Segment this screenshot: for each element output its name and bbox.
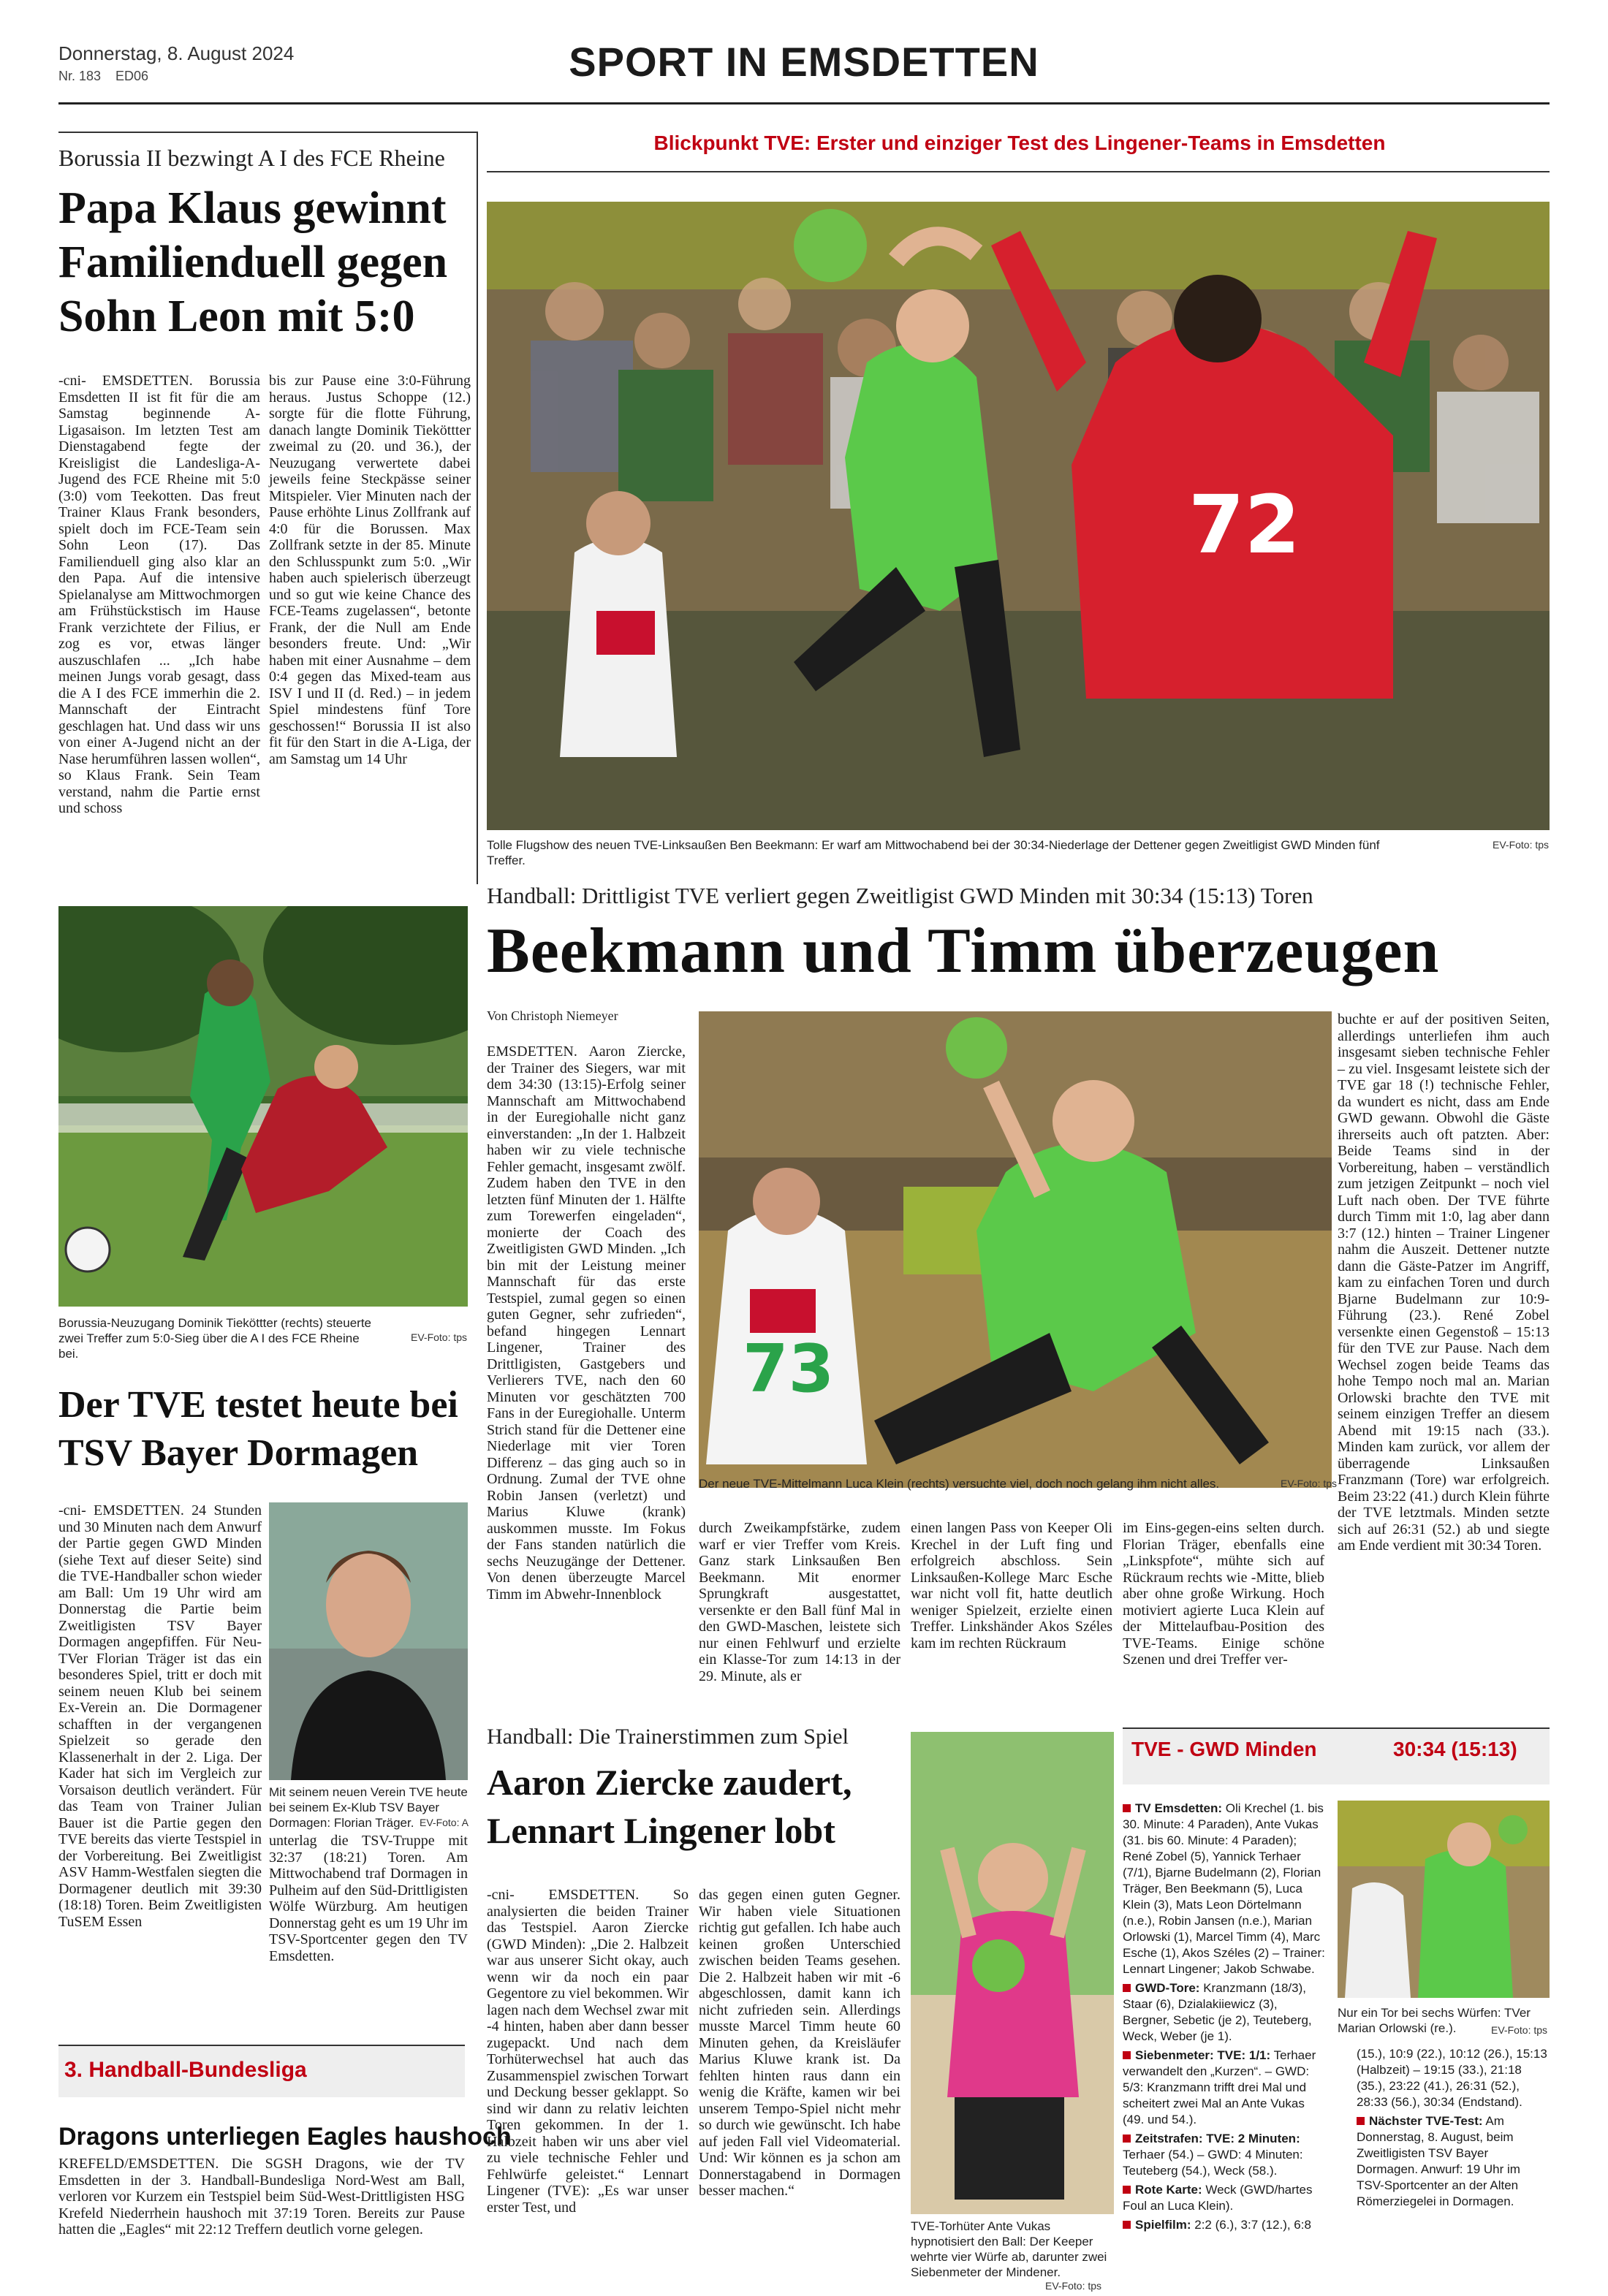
scorebox-photo-credit: EV-Foto: tps: [1491, 2024, 1548, 2036]
photo-goalkeeper: [911, 1732, 1114, 2214]
borussia-text-col1: -cni- EMSDETTEN. Borussia Emsdetten II ist fit für die am Samstag beginnende A-Ligasaison. Im letzten Test am Dienstagabend fegte der Kreisligist die Landesliga-A-Jugend des FCE Rheine mit 5:0 (3:0) vom Teekotten. Das freut Trainer Klaus Frank besonders, spielt doch im FCE-Team sein Sohn Leon (17). Das Familienduell ging also klar an den Papa. Auf die intensive Spielanalyse am Mittwochmorgen am Frühstückstisch im Hause Frank verzichtete der Filius, er zog es vor, etwas länger auszuschlafen ... „Ich habe meinen Jungs vorab gesagt, dass die A I des FCE immerhin die 2. Mannschaft der Eintracht geschlagen hat. Und dass wir uns von einer A-Jugend nicht an der Nase herumführen lassen wollen“, so Klaus Frank. Sein Team verstand, nahm die Partie ernst und schoss: [58, 373, 260, 816]
stat-item: Zeitstrafen: TVE: 2 Minuten: Terhaer (54.) – GWD: 4 Minuten: Teuteberg (54.), Weck (58.).: [1123, 2132, 1303, 2178]
bundesliga-banner-label: 3. Handball-Bundesliga: [64, 2058, 307, 2082]
photo-handball-shot: [699, 1011, 1332, 1488]
scorebox-lineups: [1123, 1801, 1327, 2233]
issue-number: Nr. 183 ED06: [58, 69, 149, 83]
main-text-col4: im Eins-gegen-eins selten durch. Florian Träger, ebenfalls eine „Linkspfote“, mühte sich auf Rückraum rechts wie -Mitte, blieb aber ohne große Wirkung. Hoch motiviert agierte Luca Klein auf der Mittelaufbau-Position des TVE-Teams. Einige schöne Szenen und drei Treffer ver-: [1123, 1520, 1324, 1668]
issue-date: Donnerstag, 8. August 2024: [58, 42, 295, 64]
trainer-text-col2: das gegen einen guten Gegner. Wir haben viele Situationen richtig gut gefallen. Ich habe auch keinen großen Unterschied zwischen beiden Teams gesehen. Die 2. Halbzeit haben wir mit -6 abgeschlossen, damit kann ich nicht zufrieden sein. Allerdings musste Marcel Timm heute 60 Minuten gehen, da Kreisläufer Marius Kluwe krank ist. Da fehlten hinten raus dann ein wenig die Kräfte, kamen wir bei unserem Tempo-Spiel nicht mehr so durch wie gewünscht. Ich habe auf jeden Fall viel Videomaterial. Und: Wir können es ja schon am Donnerstagabend in Dormagen besser machen.“: [699, 1887, 900, 2199]
trainer-photo-credit: EV-Foto: tps: [1045, 2280, 1102, 2292]
stat-item: Spielfilm: 2:2 (6.), 3:7 (12.), 6:8: [1123, 2217, 1327, 2233]
main-text-col1: EMSDETTEN. Aaron Ziercke, der Trainer des Siegers, war mit dem 34:30 (13:15)-Erfolg seiner Mannschaft am Mittwochabend in der Euregiohalle nicht ganz einverstanden: „In der 1. Halbzeit haben wir zu viele technische Fehler gemacht, insgesamt zwölf. Zudem haben den TVE in den letzten fünf Minuten der 1. Hälfte zum Torewerfen eingeladen“, monierte der Coach des Zweitligisten GWD Minden. „Ich bin mit der Leistung meiner Mannschaft für das erste Testspiel, zumal gegen so einen guten Gegner, sehr zufrieden“, befand hingegen Lennart Lingener, Trainer des Drittligisten, Gastgebers und Verlierers TVE, nach den 60 Minuten vor geschätzten 700 Fans in der Euregiohalle. Unterm Strich stand für die Dettener eine Niederlage mit vier Toren Differenz – das ging auch so in Ordnung. Zumal der TVE ohne Robin Jansen (verletzt) und Marius Kluwe (krank) auskommen musste. Im Fokus der Fans standen natürlich die sechs Neuzugänge der Dettener. Von denen überzeugte Marcel Timm im Abwehr-Innenblock: [487, 1044, 686, 1603]
main-photo-caption: Der neue TVE-Mittelmann Luca Klein (rechts) versuchte viel, doch noch gelang ihm nicht alles.: [699, 1477, 1220, 1491]
bundesliga-headline: Dragons unterliegen Eagles haushoch: [58, 2123, 512, 2151]
stat-item: Rote Karte: Weck (GWD/hartes Foul an Luca Klein).: [1123, 2183, 1313, 2213]
blickpunkt-kicker: Blickpunkt TVE: Erster und einziger Test des Lingener-Teams in Emsdetten: [653, 132, 1386, 154]
dormagen-headline: Der TVE testet heute bei TSV Bayer Dormagen: [58, 1384, 458, 1474]
section-title: SPORT IN EMSDETTEN: [569, 39, 1039, 85]
header-rule: [58, 102, 1550, 104]
box-rule: [58, 132, 478, 133]
scorebox-rule: [1123, 1727, 1550, 1729]
stat-item: GWD-Tore: Kranzmann (18/3), Staar (6), Dzialakiiewicz (3), Bergner, Sebetic (je 2), Teuteberg, Weck, Weber (je 1).: [1123, 1981, 1312, 2043]
blickpunkt-rule: [487, 171, 1550, 172]
blickpunkt-photo-credit: EV-Foto: tps: [1493, 839, 1550, 851]
main-headline: Beekmann und Timm überzeugen: [487, 916, 1440, 987]
trainer-text-col1: -cni- EMSDETTEN. So analysierten die beiden Trainer das Testspiel. Aaron Ziercke (GWD Minden): „Die 2. Halbzeit war aus unserer Sicht okay, auch wenn wir da noch ein paar Gegentore zu viel bekommen. Wir lagen nach dem Wechsel zwar mit -4 hinten, haben aber dann besser zugepackt. Und nach dem Torhüterwechsel hat auch das Zusammenspiel zwischen Torwart und Deckung besser geklappt. So sind wir dann zu relativ leichten Toren gekommen. In der 1. Halbzeit haben wir uns aber viel zu viele technische Fehler und Fehlwürfe geleistet.“ Lennart Lingener (TVE): „Es war unser erster Test, und: [487, 1887, 689, 2216]
trainer-kicker: Handball: Die Trainerstimmen zum Spiel: [487, 1725, 849, 1749]
svg-text:73: 73: [743, 1331, 835, 1407]
photo-portrait: [269, 1502, 468, 1780]
main-kicker: Handball: Drittligist TVE verliert gegen Zweitligist GWD Minden mit 30:34 (15:13) Toren: [487, 883, 1313, 908]
bundesliga-text: KREFELD/EMSDETTEN. Die SGSH Dragons, wie der TV Emsdetten in der 3. Handball-Bundesliga Nord-West am Ball, verloren vor Kurzem ein Testspiel beim Süd-West-Drittligisten HSG Krefeld Niederrhein haushoch mit 37:19 Toren. Bereits zur Pause hatten die „Eagles“ mit 22:12 Treffern deutlich vorne gelegen.: [58, 2156, 465, 2238]
photo-football-duel: [58, 906, 468, 1307]
borussia-headline: Papa Klaus gewinnt Familienduell gegen Sohn Leon mit 5:0: [58, 183, 448, 341]
trainer-photo-caption: TVE-Torhüter Ante Vukas hypnotisiert den Ball: Der Keeper wehrte vier Würfe ab, darunter zwei Siebenmeter der Mindener.: [911, 2219, 1107, 2279]
spielfilm-continued: (15.), 10:9 (22.), 10:12 (26.), 15:13 (Halbzeit) – 19:15 (33.), 21:18 (35.), 23:22 (41.), 26:31 (52.), 28:33 (56.), 30:34 (Endstand).: [1357, 2047, 1547, 2109]
borussia-text-col2: bis zur Pause eine 3:0-Führung heraus. Justus Schoppe (12.) sorgte für die flotte Führung, danach langte Dominik Tieköttter zweimal zu (20. und 36.), der Neuzugang verwertete dabei jeweils feine Steckpässe seiner Mitspieler. Vier Minuten nach der Pause erhöhte Linus Zollfrank auf 4:0 für die Borussen. Max Zollfrank setzte in der 85. Minute den Schlusspunkt zum 5:0. „Wir haben auch spielerisch überzeugt und so gut wie keine Chance des FCE-Teams zugelassen“, betonte Frank, der die Null am Ende besonders freute. Und: „Wir haben mit einer Ausnahme – dem 0:4 gegen das Mixed-team aus ISV I und II (d. Red.) – in jedem Spiel mindestens fünf Tore geschossen!“ Borussia II ist also fit für den Start in die A-Liga, der am Samstag um 14 Uhr: [269, 373, 471, 767]
dormagen-text-col2: unterlag die TSV-Truppe mit 32:37 (18:21) Toren. Am Mittwochabend traf Dormagen in Pulheim auf den Süd-Drittligisten Wölfe Würzburg. Am heutigen Donnerstag geht es um 19 Uhr im TSV-Sportcenter gegen den TV Emsdetten.: [269, 1833, 468, 1964]
scorebox-spielfilm: [1357, 2046, 1550, 2210]
stat-item: Siebenmeter: TVE: 1/1: Terhaer verwandelt den „Kurzen“. – GWD: 5/3: Kranzmann trifft drei Mal und scheitert zwei Mal an Ante Vukas (49. und 54.).: [1123, 2048, 1316, 2126]
main-photo-credit: EV-Foto: tps: [1281, 1478, 1338, 1489]
dormagen-text-col1: -cni- EMSDETTEN. 24 Stunden und 30 Minuten nach dem Anwurf der Partie gegen GWD Minden (siehe Text auf dieser Seite) sind die TVE-Handballer schon wieder am Ball: Um 19 Uhr wird am Donnerstag die Partie beim Zweitligisten TSV Bayer Dormagen angepfiffen. Für Neu-TVer Florian Träger ist das ein besonderes Spiel, tritt er doch mit seinem neuen Klub bei seinem Ex-Verein an. Die Dormagener schafften in der vergangenen Spielzeit so gerade den Klassenerhalt in der 2. Liga. Der Kader hat sich im Vergleich zur Vorsaison deutlich verändert. Für das Team von Trainer Julian Bauer ist die Partie gegen den TVE bereits das vierte Testspiel in der Vorbereitung. Bei Zweitligist ASV Hamm-Westfalen siegten die Dormagener deutlich mit 39:30 (18:18) Toren. Beim Zweitligisten TuSEM Essen: [58, 1502, 262, 1930]
main-text-col3: einen langen Pass von Keeper Oli Krechel in der Luft fing und erfolgreich abschloss. Sein Linksaußen-Kollege Marc Esche war nicht voll fit, hatte deutlich weniger Spielzeit, erzielte einen Treffer. Linkshänder Akos Széles kam im rechten Rückraum: [911, 1520, 1112, 1651]
main-byline: Von Christoph Niemeyer: [487, 1008, 618, 1023]
scorebox-score: 30:34 (15:13): [1393, 1738, 1517, 1760]
photo-handball-small: [1338, 1801, 1550, 1998]
next-test: Nächster TVE-Test: Am Donnerstag, 8. August, beim Zweitligisten TSV Bayer Dormagen. Anwurf: 19 Uhr im TSV-Sportcenter an der Alten Römerziegelei in Dormagen.: [1357, 2114, 1520, 2208]
dormagen-photo-caption: Mit seinem neuen Verein TVE heute bei seinem Ex-Klub TSV Bayer Dormagen: Florian Träger.: [269, 1785, 468, 1830]
scorebox-title: TVE - GWD Minden: [1131, 1738, 1317, 1760]
borussia-kicker: Borussia II bezwingt A I des FCE Rheine: [58, 145, 445, 171]
scorebox-photo-caption: Nur ein Tor bei sechs Würfen: TVer Marian Orlowski (re.).: [1338, 2006, 1531, 2035]
photo-handball-jump: [487, 202, 1550, 830]
banner-rule: [58, 2045, 465, 2046]
trainer-headline: Aaron Ziercke zaudert, Lennart Lingener lobt: [487, 1762, 852, 1851]
borussia-photo-credit: EV-Foto: tps: [411, 1331, 468, 1343]
column-rule: [477, 132, 478, 884]
main-text-col5: buchte er auf der positiven Seiten, allerdings unterliefen ihm auch insgesamt sieben technische Fehler – zu viel. Insgesamt leistete sich der TVE gar 18 (!) technische Fehler, da wundert es nicht, dass am Ende GWD gewann. Obwohl die Gäste ihrerseits auch oft patzten. Aber: Beide Teams sind in der Vorbereitung, haben – verständlich zum jetzigen Zeitpunkt – noch viel Luft nach oben. Der TVE führte durch Timm mit 1:0, lag aber dann 3:7 (12.) hinten – Trainer Lingener nahm die Auszeit. Dettener nutzte dann die Gäste-Patzer im Angriff, kam zu einfachen Toren und durch Bjarne Budelmann zur 10:9-Führung (23.). René Zobel versenkte einen Gegenstoß – 15:13 für den TVE zur Pause. Nach dem Wechsel zogen beide Teams das hohe Tempo noch mal an. Marian Orlowski brachte den TVE mit seinem einzigen Treffer an diesem Abend mit 19:15 nach (33.). Minden kam zurück, vor allem der überragende Linksaußen Franzmann (Tore) war erfolgreich. Beim 23:22 (41.) durch Klein führte der TVE letztmals. Minden setzte sich auf 26:31 (52.) ab und siegte am Ende verdient mit 30:34 Toren.: [1338, 1011, 1550, 1554]
svg-text:72: 72: [1188, 478, 1301, 571]
stat-item: TV Emsdetten: Oli Krechel (1. bis 30. Minute: 4 Paraden), Ante Vukas (31. bis 60. Minute: 4 Paraden); René Zobel (5), Yannick Terhaer (7/1), Bjarne Budelmann (2), Florian Träger, Ben Beekmann (5), Luca Klein (3), Mats Leon Dörtelmann (n.e.), Robin Jansen (n.e.), Marian Orlowski (1), Marcel Timm (4), Marc Esche (1), Akos Széles (2) – Trainer: Lennart Lingener; Jakob Schwabe.: [1123, 1801, 1325, 1976]
blickpunkt-photo-caption: Tolle Flugshow des neuen TVE-Linksaußen Ben Beekmann: Er warf am Mittwochabend bei der 30:34-Niederlage der Dettener gegen Zweitligist GWD Minden fünf Treffer.: [487, 838, 1380, 867]
dormagen-photo-credit: EV-Foto: A: [420, 1817, 469, 1828]
main-text-col2: durch Zweikampfstärke, zudem warf er vier Treffer vom Kreis. Ganz stark Linksaußen Ben Beekmann. Mit enormer Sprungkraft ausgestattet, versenkte er den Ball fünf Mal in den GWD-Maschen, leistete sich nur einen Fehlwurf und erzielte ein Klasse-Tor zum 14:13 in der 29. Minute, als er: [699, 1520, 900, 1684]
borussia-photo-caption: Borussia-Neuzugang Dominik Tieköttter (rechts) steuerte zwei Treffer zum 5:0-Sieg über die A I des FCE Rheine bei.: [58, 1316, 372, 1361]
